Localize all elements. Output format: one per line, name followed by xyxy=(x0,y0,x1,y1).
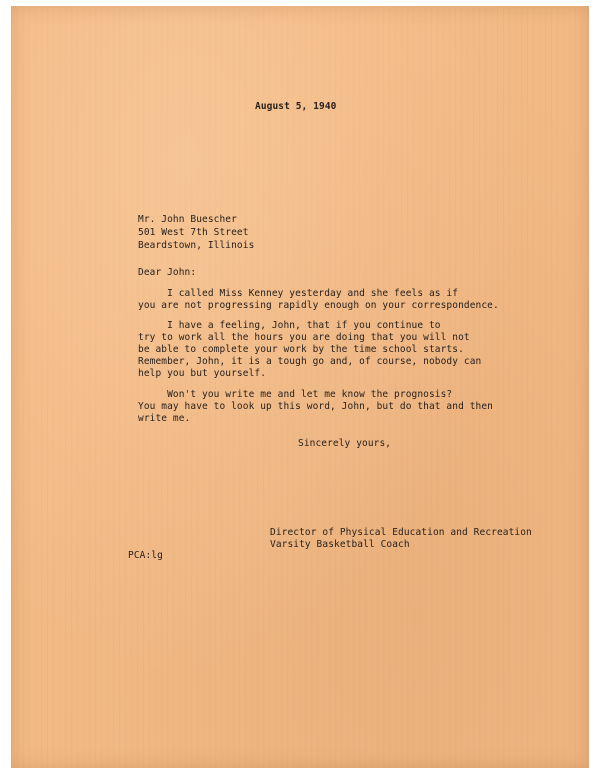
salutation: Dear John: xyxy=(138,267,197,278)
paragraph-line: write me. xyxy=(138,413,191,424)
signature-title: Director of Physical Education and Recreation xyxy=(270,527,532,538)
paragraph-line: try to work all the hours you are doing that you will not xyxy=(138,332,470,343)
paragraph-line: Won't you write me and let me know the prognosis? xyxy=(138,389,453,400)
paragraph-line: you are not progressing rapidly enough on your correspondence. xyxy=(138,300,499,311)
paragraph-line: I called Miss Kenney yesterday and she feels as if xyxy=(138,288,459,299)
letter-page xyxy=(11,6,589,768)
paragraph-line: be able to complete your work by the time school starts. xyxy=(138,344,464,355)
paragraph-line: help you but yourself. xyxy=(138,368,267,379)
closing: Sincerely yours, xyxy=(298,438,392,449)
typist-initials: PCA:lg xyxy=(128,550,163,561)
paragraph-line: You may have to look up this word, John, but do that and then xyxy=(138,401,493,412)
recipient-street: 501 West 7th Street xyxy=(138,227,249,238)
paragraph-line: Remember, John, it is a tough go and, of course, nobody can xyxy=(138,356,482,367)
recipient-city: Beardstown, Illinois xyxy=(138,240,255,251)
letter-date: August 5, 1940 xyxy=(255,101,337,112)
paragraph-line: I have a feeling, John, that if you continue to xyxy=(138,320,441,331)
signature-title-2: Varsity Basketball Coach xyxy=(270,539,410,550)
recipient-name: Mr. John Buescher xyxy=(138,214,237,225)
